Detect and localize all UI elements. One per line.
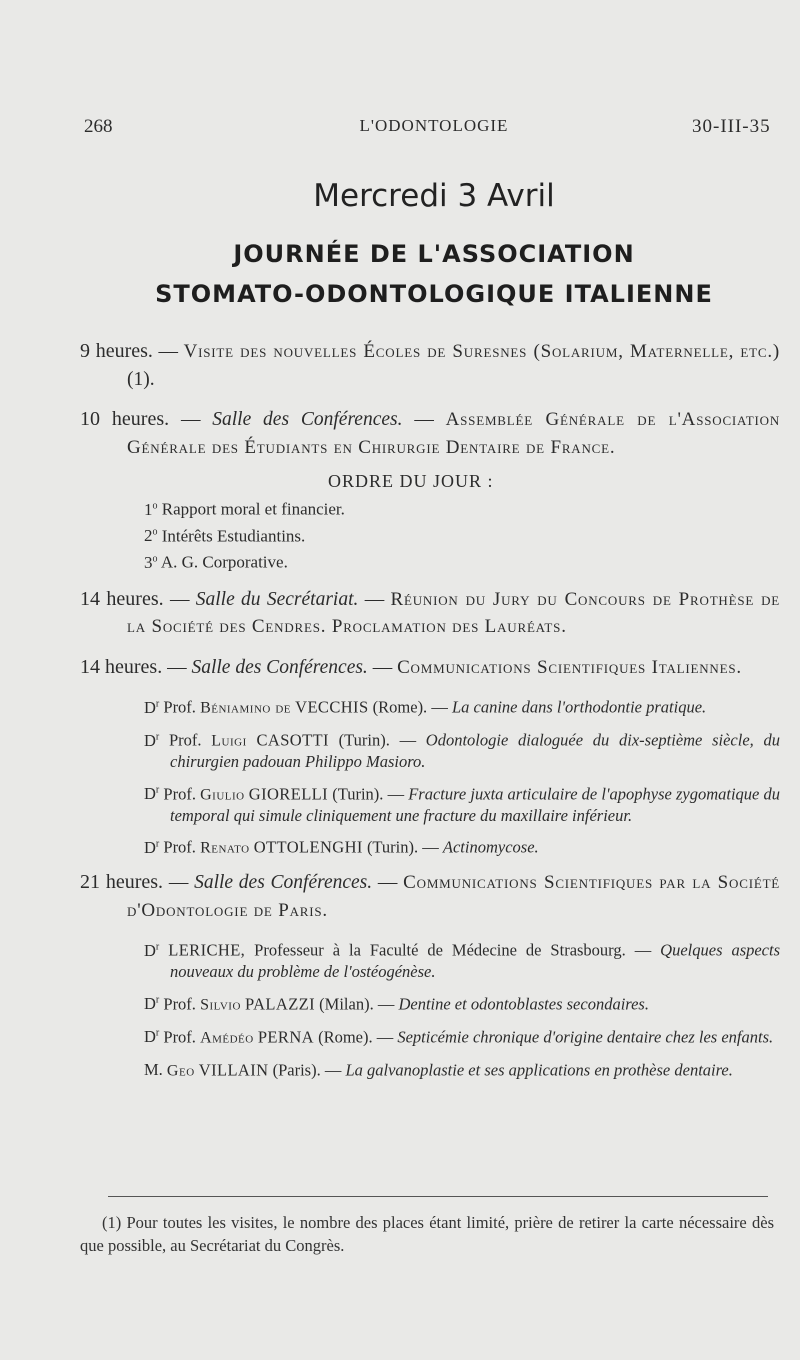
agenda-title: ORDRE DU JOUR : [328, 471, 494, 491]
speaker-city: (Turin). [332, 784, 384, 804]
speaker-last-name: LERICHE, [168, 940, 246, 960]
speaker-dash: — [324, 1060, 342, 1080]
speaker-last-name: PALAZZI [245, 994, 316, 1014]
speaker-dash: — [399, 730, 417, 750]
journal-title: L'ODONTOLOGIE [359, 116, 509, 135]
talk-title: Actinomycose. [442, 837, 539, 857]
entry-dash: — [372, 656, 393, 678]
event-title-line2: STOMATO-ODONTOLOGIQUE ITALIENNE [155, 280, 713, 308]
speaker-item [144, 834, 780, 859]
speaker-last-name: CASOTTI [256, 730, 329, 750]
agenda-item [144, 494, 780, 521]
footnote-marker: (1) [102, 1213, 122, 1232]
entry-title: Assemblée Générale de l'Association Générale des Étudiants en Chirurgie Dentaire de France. [127, 409, 781, 458]
speaker-list-italian [144, 694, 780, 859]
talk-title: Dentine et odontoblastes secondaires. [398, 994, 649, 1014]
speaker-city: (Milan). [319, 994, 374, 1014]
speaker-title: Prof. [163, 837, 196, 857]
program-entry [80, 869, 780, 924]
speaker-item [144, 991, 780, 1016]
speaker-title: Prof. [168, 730, 202, 750]
agenda [144, 470, 780, 574]
speaker-dash: — [376, 1027, 394, 1047]
speaker-first-name: Geo [166, 1062, 195, 1080]
speaker-item [144, 1057, 780, 1082]
speaker-item [144, 1024, 780, 1049]
speaker-prefix: $D^r$ [144, 837, 160, 857]
speaker-last-name: PERNA [257, 1027, 314, 1047]
speaker-prefix: M. [144, 1060, 163, 1080]
talk-title: Odontologie dialoguée du dix-septième siècle, du chirurgien padouan Philippo Masioro. [170, 730, 781, 772]
speaker-item [144, 727, 780, 773]
speaker-first-name: Giulio [200, 786, 245, 804]
speaker-dash: — [634, 940, 652, 960]
speaker-last-name: OTTOLENGHI [253, 837, 363, 857]
entry-title: Réunion du Jury du Concours de Prothèse de la Société des Cendres. Proclamation des Lauréats. [127, 588, 781, 638]
entry-time: 10 heures. [80, 408, 170, 430]
talk-title: La canine dans l'orthodontie pratique. [451, 697, 707, 717]
entry-room: Salle des Conférences. [194, 872, 373, 894]
agenda-text: Intérêts Estudiantins. [161, 526, 306, 546]
running-header [0, 116, 800, 140]
speaker-prefix: $D^r$ [144, 1027, 160, 1047]
entry-room: Salle du Secrétariat. [195, 588, 359, 610]
talk-title: Fracture juxta articulaire de l'apophyse zygomatique du temporal qui simule cliniquement une fracture du maxillaire inférieur. [170, 784, 781, 825]
talk-title: Quelques aspects nouveaux du problème de l'ostéogénèse. [170, 940, 781, 982]
issue-date: 30-III-35 [692, 116, 771, 137]
speaker-prefix: $D^r$ [144, 994, 160, 1014]
entry-dash: — [168, 872, 189, 894]
entry-dash: — [377, 872, 398, 894]
entry-time: 14 heures. [80, 587, 164, 610]
speaker-title: Prof. [163, 697, 196, 717]
speaker-item [144, 694, 780, 719]
entry-room: Salle des Conférences. [191, 656, 368, 678]
speaker-city: (Paris). [272, 1060, 321, 1080]
speaker-city: (Turin). [366, 837, 419, 857]
entry-title: Visite des nouvelles Écoles de Suresnes (Solarium, Maternelle, etc.) [183, 341, 781, 362]
speaker-title: Prof. [163, 784, 196, 804]
speaker-title: Prof. [163, 1027, 196, 1047]
entry-dash: — [180, 409, 201, 430]
agenda-number: 1$^o$ [144, 499, 158, 519]
entry-title: Communications Scientifiques par la Société d'Odontologie de Paris. [127, 872, 781, 921]
speaker-first-name: Luigi [211, 732, 247, 750]
speaker-city: (Turin). [338, 730, 390, 750]
agenda-item [144, 547, 780, 574]
speaker-list-paris [144, 937, 780, 1082]
speaker-prefix: $D^r$ [144, 784, 160, 804]
entry-dash: — [414, 409, 434, 430]
entry-title: Communications Scientifiques Italiennes. [397, 656, 742, 678]
speaker-dash: — [422, 837, 439, 857]
speaker-last-name: VILLAIN [198, 1060, 269, 1080]
entry-time: 21 heures. [80, 871, 164, 894]
entry-dash: — [364, 588, 385, 610]
speaker-dash: — [387, 784, 405, 804]
speaker-dash: — [431, 697, 448, 717]
speaker-first-name: Amédéo [200, 1029, 254, 1047]
speaker-prefix: $D^r$ [144, 730, 160, 750]
speaker-prefix: $D^r$ [144, 697, 160, 717]
entry-room: Salle des Conférences. [212, 409, 403, 430]
page-number: 268 [84, 116, 113, 137]
agenda-text: Rapport moral et financier. [161, 499, 345, 519]
speaker-item [144, 781, 780, 827]
event-title-line1: JOURNÉE DE L'ASSOCIATION [233, 240, 635, 268]
day-title: Mercredi 3 Avril [313, 178, 555, 214]
program-entry [80, 654, 780, 682]
speaker-title: Prof. [163, 994, 196, 1014]
speaker-city: Professeur à la Faculté de Médecine de Strasbourg. [254, 940, 626, 960]
entry-dash: — [158, 341, 179, 362]
speaker-city: (Rome). [372, 697, 428, 717]
speaker-first-name: Silvio [200, 996, 241, 1014]
footnote-text: Pour toutes les visites, le nombre des places étant limité, prière de retirer la carte nécessaire dès que possible, au Secrétariat du Congrès. [80, 1213, 774, 1255]
speaker-prefix: $D^r$ [144, 940, 160, 960]
program-body [80, 338, 780, 1092]
footnote-divider [108, 1196, 768, 1197]
speaker-last-name: GIORELLI [248, 784, 329, 804]
footnote-reference: (1). [127, 368, 155, 390]
footnote [80, 1211, 774, 1257]
entry-dash: — [167, 656, 187, 678]
agenda-item [144, 521, 780, 548]
program-entry [80, 406, 780, 461]
speaker-item [144, 937, 780, 983]
entry-time: 14 heures. [80, 655, 163, 678]
speaker-first-name: Renato [200, 839, 250, 857]
speaker-first-name: Béniamino de [200, 699, 291, 717]
talk-title: La galvanoplastie et ses applications en prothèse dentaire. [345, 1060, 733, 1080]
entry-time: 9 heures. [80, 340, 153, 362]
agenda-number: 3$^o$ [144, 552, 158, 572]
speaker-dash: — [377, 994, 395, 1014]
speaker-last-name: VECCHIS [295, 697, 369, 717]
agenda-number: 2$^o$ [144, 526, 158, 546]
agenda-text: A. G. Corporative. [160, 552, 288, 572]
talk-title: Septicémie chronique d'origine dentaire chez les enfants. [397, 1027, 774, 1047]
speaker-city: (Rome). [318, 1027, 373, 1047]
program-entry [80, 586, 780, 641]
entry-dash: — [169, 588, 190, 610]
program-entry [80, 338, 780, 393]
